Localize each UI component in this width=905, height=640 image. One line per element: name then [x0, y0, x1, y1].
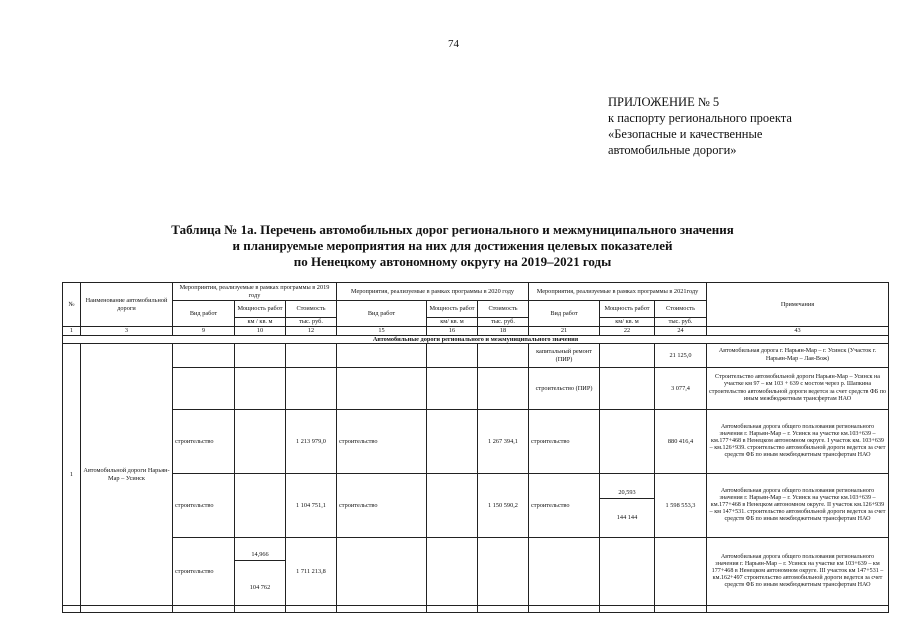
work-type-2020: строительство	[337, 474, 427, 538]
work-type-2019: строительство	[173, 538, 235, 606]
appendix-line: «Безопасные и качественные	[608, 127, 763, 141]
column-number: 24	[655, 327, 707, 336]
table-row	[63, 410, 889, 474]
appendix-line: к паспорту регионального проекта	[608, 111, 792, 125]
table-row	[63, 538, 889, 606]
cost-2021: 1 598 553,3	[655, 474, 707, 538]
header-cost: Стоимость	[655, 301, 707, 318]
cost-2019: 1 711 213,8	[286, 538, 337, 606]
unit-cost: тыс. руб.	[286, 318, 337, 327]
capacity-2019	[235, 344, 286, 368]
unit-capacity: км / кв. м	[235, 318, 286, 327]
capacity-km: 14,966	[235, 550, 285, 561]
capacity-sqm: 104 762	[249, 584, 271, 592]
column-number: 10	[235, 327, 286, 336]
column-number: 16	[427, 327, 478, 336]
cost-2019	[286, 368, 337, 410]
capacity-km: 20,593	[600, 488, 654, 499]
header-program-2021: Мероприятия, реализуемые в рамках программы в 2021году	[529, 283, 707, 301]
work-type-2019: строительство	[173, 410, 235, 474]
cost-2019	[286, 344, 337, 368]
work-type-2020	[337, 344, 427, 368]
work-type-2020	[337, 368, 427, 410]
capacity-2020	[427, 368, 478, 410]
column-number: 1	[63, 327, 81, 336]
section-row	[63, 335, 889, 344]
work-type-2021	[529, 538, 600, 606]
title-line: Таблица № 1а. Перечень автомобильных дорог регионального и межмуниципального значения	[171, 222, 734, 237]
table-row	[63, 368, 889, 410]
cost-2021: 21 125,0	[655, 344, 707, 368]
column-number: 22	[600, 327, 655, 336]
header-cost: Стоимость	[286, 301, 337, 318]
title-line: и планируемые мероприятия на них для достижения целевых показателей	[232, 238, 673, 253]
capacity-2019	[235, 474, 286, 538]
cost-2021: 3 077,4	[655, 368, 707, 410]
unit-capacity: км/ кв. м	[427, 318, 478, 327]
work-type-2020: строительство	[337, 410, 427, 474]
row-note: Автомобильная дорога общего пользования регионального значения г. Нарьян-Мар – г. Усинск на участке км 103+639 – км 177+468 в Ненецком автономном округе. III участок км 147+531 – км.162+497 строительство автомобильной дороги ведется за счет средств ФБ по иным межбюджетным трансфертам НАО	[707, 538, 889, 606]
row-note: Автомобильная дорога общего пользования регионального значения г. Нарьян-Мар – г. Усинск на участке км.103+639 – км.177+468 в Ненецком автономном округе. II участок км.126+939 – км 147+531. строительство автомобильной дороги ведется за счет средств ФБ по иным межбюджетным трансфертам НАО	[707, 474, 889, 538]
work-type-2021: строительство (ПИР)	[529, 368, 600, 410]
page-number: 74	[448, 38, 459, 50]
cost-2020: 1 150 590,2	[478, 474, 529, 538]
unit-cost: тыс. руб.	[478, 318, 529, 327]
appendix-line: ПРИЛОЖЕНИЕ № 5	[608, 95, 720, 109]
work-type-2021: строительство	[529, 410, 600, 474]
appendix-line: автомобильные дороги»	[608, 143, 737, 157]
capacity-2021	[600, 474, 655, 538]
empty-cell	[655, 606, 707, 613]
cost-2019: 1 213 979,0	[286, 410, 337, 474]
cost-2020: 1 267 394,1	[478, 410, 529, 474]
capacity-2020	[427, 474, 478, 538]
section-title: Автомобильные дороги регионального и межмуниципального значения	[63, 335, 889, 344]
header-row	[63, 283, 889, 301]
column-number: 12	[286, 327, 337, 336]
cost-2020	[478, 344, 529, 368]
work-type-2021: строительство	[529, 474, 600, 538]
header-work-type: Вид работ	[529, 301, 600, 327]
capacity-2019	[235, 368, 286, 410]
empty-cell	[529, 606, 600, 613]
empty-cell	[173, 606, 235, 613]
road-number: 1	[63, 344, 81, 606]
table-title	[0, 222, 905, 270]
work-type-2019: строительство	[173, 474, 235, 538]
header-capacity: Мощность работ	[235, 301, 286, 318]
work-type-2019	[173, 344, 235, 368]
capacity-2020	[427, 538, 478, 606]
header-program-2020: Мероприятия, реализуемые в рамках программы в 2020 году	[337, 283, 529, 301]
header-work-type: Вид работ	[337, 301, 427, 327]
empty-cell	[707, 606, 889, 613]
capacity-2021	[600, 344, 655, 368]
empty-cell	[337, 606, 427, 613]
header-road-name: Наименование автомобильной дороги	[81, 283, 173, 327]
cost-2020	[478, 368, 529, 410]
capacity-2019	[235, 410, 286, 474]
header-cost: Стоимость	[478, 301, 529, 318]
unit-cost: тыс. руб.	[655, 318, 707, 327]
header-program-2019: Мероприятия, реализуемые в рамках программы в 2019 году	[173, 283, 337, 301]
cost-2019: 1 104 751,1	[286, 474, 337, 538]
header-capacity: Мощность работ	[600, 301, 655, 318]
table-row	[63, 474, 889, 538]
empty-cell	[63, 606, 81, 613]
column-number: 15	[337, 327, 427, 336]
work-type-2019	[173, 368, 235, 410]
work-type-2021: капитальный ремонт (ПИР)	[529, 344, 600, 368]
header-capacity: Мощность работ	[427, 301, 478, 318]
capacity-2021	[600, 368, 655, 410]
empty-cell	[81, 606, 173, 613]
empty-cell	[427, 606, 478, 613]
cost-2021	[655, 538, 707, 606]
capacity-sqm: 144 144	[616, 514, 638, 522]
header-notes: Примечания	[707, 283, 889, 327]
header-work-type: Вид работ	[173, 301, 235, 327]
row-note: Автомобильная дорога г. Нарьян-Мар – г. Усинск (Участок г. Нарьян-Мар – Лая-Вож)	[707, 344, 889, 368]
capacity-2020	[427, 344, 478, 368]
empty-cell	[600, 606, 655, 613]
empty-cell	[286, 606, 337, 613]
work-type-2020	[337, 538, 427, 606]
cost-2021: 880 416,4	[655, 410, 707, 474]
empty-cell	[478, 606, 529, 613]
title-line: по Ненецкому автономному округу на 2019–2021 годы	[293, 254, 612, 269]
table-row	[63, 344, 889, 368]
cost-2020	[478, 538, 529, 606]
column-number: 18	[478, 327, 529, 336]
row-note: Автомобильная дорога общего пользования регионального значения г. Нарьян-Мар – г. Усинск на участке км.103+639 – км.177+468 в Ненецком автономном округе. I участок км. 103+639 – км.126+939. строительство автомобильной дороги ведется за счет средств ФБ по иным межбюджетным трансфертам НАО	[707, 410, 889, 474]
column-number: 9	[173, 327, 235, 336]
column-numbers-row	[63, 327, 889, 336]
road-name: Автомобильной дороги Нарьян-Мар – Усинск	[81, 344, 173, 606]
empty-cell	[235, 606, 286, 613]
capacity-2019	[235, 538, 286, 606]
row-note: Строительство автомобильной дороги Нарьян-Мар – Усинск на участке км 97 – км 103 + 639 с мостом через р. Шапкина строительство автомобильной дороги ведется за счет средств ФБ по иным межбюджетным трансфертам НАО	[707, 368, 889, 410]
column-number: 43	[707, 327, 889, 336]
unit-capacity: км/ кв. м	[600, 318, 655, 327]
header-num: №	[63, 283, 81, 327]
capacity-2020	[427, 410, 478, 474]
column-number: 21	[529, 327, 600, 336]
roads-table	[62, 282, 889, 613]
capacity-2021	[600, 538, 655, 606]
column-number: 3	[81, 327, 173, 336]
appendix-heading	[608, 94, 792, 158]
table-row	[63, 606, 889, 613]
capacity-2021	[600, 410, 655, 474]
